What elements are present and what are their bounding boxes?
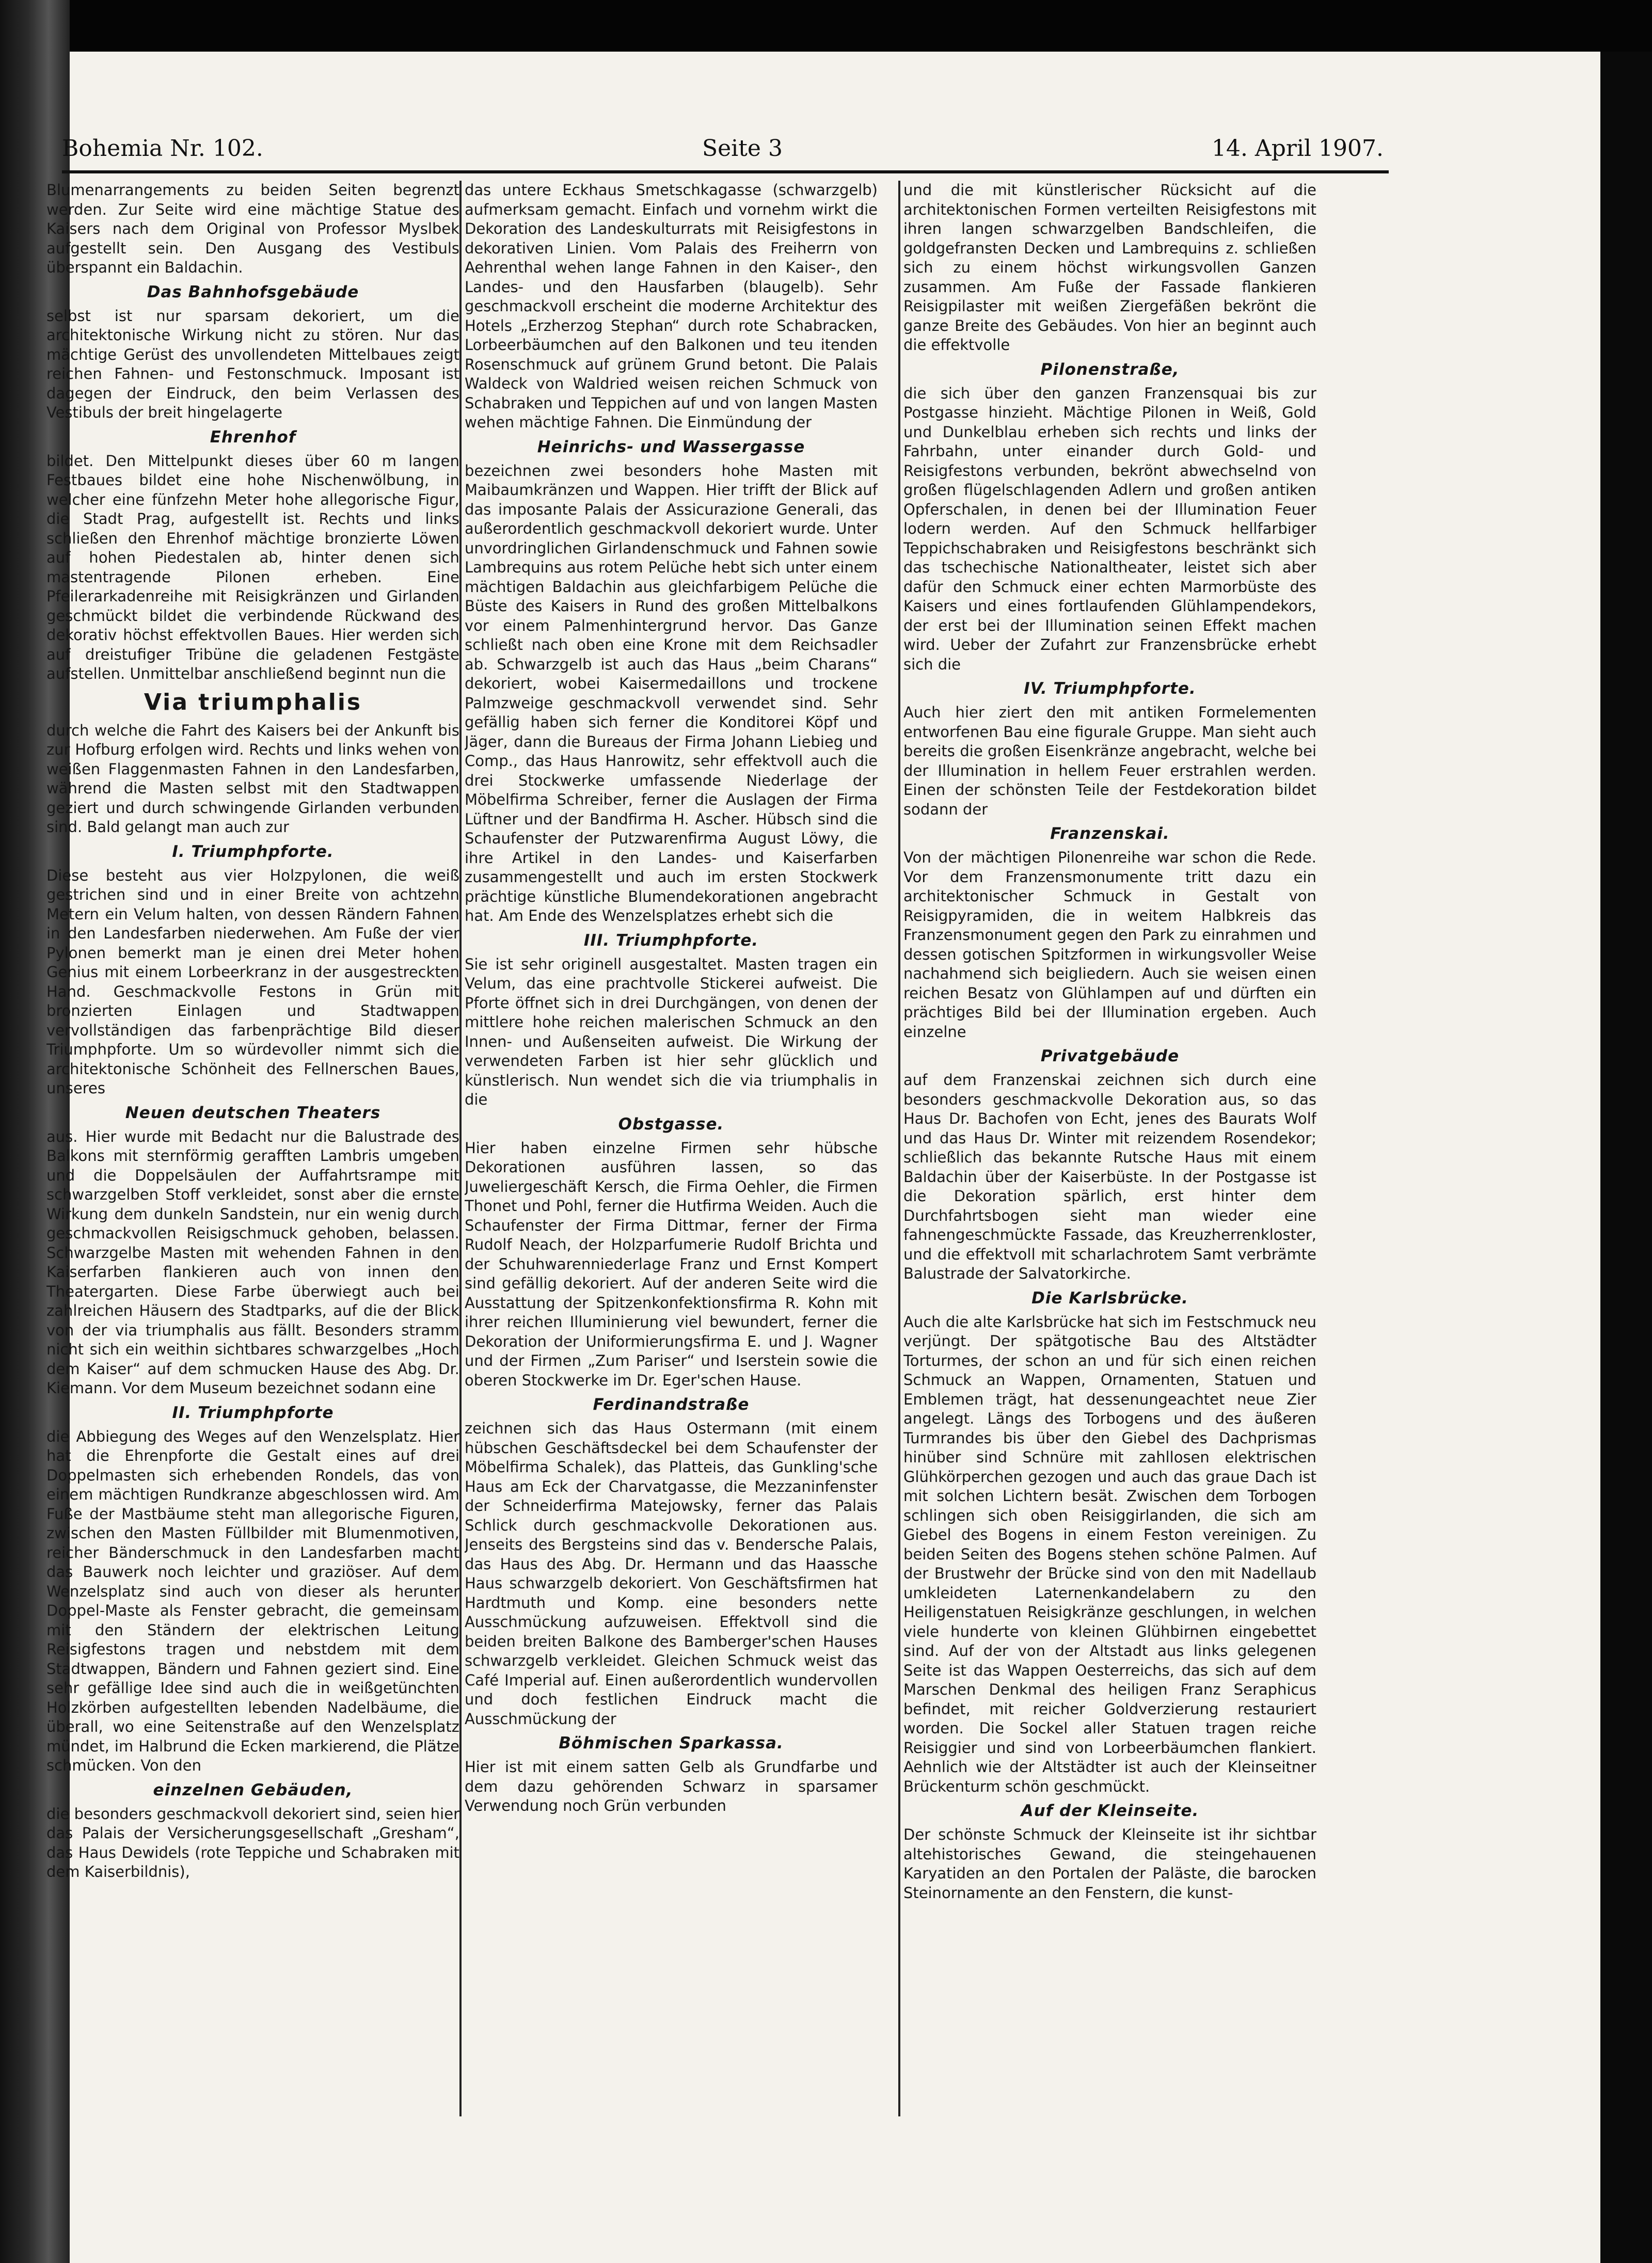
article-paragraph: bezeichnen zwei besonders hohe Masten mit Maibaumkränzen und Wappen. Hier trifft der Blick auf das imposante Palais der Assicurazione Generali, das außerordentlich geschmackvoll dekoriert wurde. Unter unvordringlichen Girlandenschmuck und Fahnen sowie Lambrequins aus rotem Pelüche hebt sich unter einem mächtigen Baldachin aus gleichfarbigem Pelüche die Büste des Kaisers in Rund des großen Mittelbalkons vor einem Palmenhintergrund hervor. Das Ganze schließt nach oben eine Krone mit dem Reichsadler ab. Schwarzgelb ist auch das Haus „beim Charans“ dekoriert, wobei Kaisermedaillons und trockene Palmzweige geschmackvoll verwendet sind. Sehr gefällig haben sich ferner die Konditorei Köpf und Jäger, dann die Bureaus der Firma Johann Liebieg und Comp., das Haus Hanrowitz, sehr effektvoll auch die drei Stockwerke umfassende Niederlage der Möbelfirma Schreiber, ferner die Auslagen der Firma Lüftner und der Bandfirma H. Ascher. Hübsch sind die Schaufenster der Putzwarenfirma August Löwy, die ihre Artikel in den Landes- und Kaiserfarben zusammengestellt und auch im ersten Stockwerk prächtige künstliche Blumendekorationen angebracht hat. Am Ende des Wenzelsplatzes erhebt sich die (465, 461, 878, 925)
article-paragraph: und die mit künstlerischer Rücksicht auf die architektonischen Formen verteilten Reisigfestons mit ihren langen schwarzgelben Bandschleifen, die goldgefransten Decken und Lambrequins z. schließen sich zu einem höchst wirkungsvollen Ganzen zusammen. Am Fuße der Fassade flankieren Reisigpilaster mit weißen Ziergefäßen bekrönt die ganze Breite des Gebäudes. Von hier an beginnt auch die effektvolle (903, 181, 1316, 354)
section-heading: IV. Triumphpforte. (1024, 679, 1196, 698)
article-paragraph: zeichnen sich das Haus Ostermann (mit einem hübschen Geschäftsdeckel bei dem Schaufenster der Möbelfirma Schalek), das Platteis, das Gunkling'sche Haus am Eck der Charvatgasse, die Mezzaninfenster der Schneiderfirma Matejowsky, ferner das Palais Schlick durch geschmackvolle Dekorationen aus. Jenseits des Bergsteins sind das v. Bendersche Palais, das Haus des Abg. Dr. Hermann und das Haassche Haus schwarzgelb dekoriert. Von Geschäftsfirmen hat Hardtmuth und Komp. eine besonders nette Ausschmückung aufzuweisen. Effektvoll sind die beiden breiten Balkone des Bamberger'schen Hauses schwarzgelb verkleidet. Gleichen Schmuck weist das Café Imperial auf. Einen außerordentlich wundervollen und doch festlichen Eindruck macht die Ausschmückung der (465, 1420, 878, 1728)
article-paragraph: auf dem Franzenskai zeichnen sich durch eine besonders geschmackvolle Dekoration aus, so das Haus Dr. Bachofen von Echt, jenes des Baurats Wolf und das Haus Dr. Winter mit reizendem Rosendekor; schließlich das bekannte Rutsche Haus mit einem Baldachin über der Kaiserbüste. In der Postgasse ist die Dekoration spärlich, erst hinter dem Durchfahrtsbogen sieht man wieder eine fahnengeschmückte Fassade, das Kreuzherrenkloster, und die effektvoll mit scharlachrotem Samt verbrämte Balustrade der Salvatorkirche. (903, 1071, 1316, 1282)
section-heading: Franzenskai. (1050, 824, 1170, 843)
section-heading: I. Triumphpforte. (172, 842, 334, 861)
article-paragraph: Auch die alte Karlsbrücke hat sich im Festschmuck neu verjüngt. Der spätgotische Bau des Altstädter Torturmes, der schon an und für sich einen reichen Schmuck an Wappen, Ornamenten, Statuen und Emblemen trägt, hat dessenungeachtet neue Zier angelegt. Längs des Torbogens und des äußeren Turmrandes bis über den Giebel des Dachprismas hinüber sind Schnüre mit zahllosen elektrischen Glühkörperchen gezogen und auch das graue Dach ist mit solchen Lichtern besät. Zwischen dem Torbogen schlingen sich oben Reisiggirlanden, die sich am Giebel des Bogens in einem Feston vereinigen. Zu beiden Seiten des Bogens stehen schöne Palmen. Auf der Brustwehr der Brücke sind von den mit Nadellaub umkleideten Laternenkandelabern zu den Heiligenstatuen Reisigkränze geschlungen, in welchen viele hunderte von kleinen Glühbirnen eingebettet sind. Auf der von der Altstadt aus links gelegenen Seite ist das Wappen Oesterreichs, das sich auf dem Marschen Denkmal des heiligen Franz Seraphicus befindet, mit reicher Goldverzierung restauriert worden. Die Sockel aller Statuen tragen reiche Reisiggier und sind von Lorbeerbäumchen flankiert. Aehnlich wie der Altstädter ist auch der Kleinseitner Brückenturm schön geschmückt. (903, 1313, 1316, 1795)
article-paragraph: das untere Eckhaus Smetschkagasse (schwarzgelb) aufmerksam gemacht. Einfach und vornehm wirkt die Dekoration des Landeskulturrats mit Reisigfestons in dekorativen Linien. Vom Palais des Freiherrn von Aehrenthal wehen lange Fahnen in den Kaiser-, den Landes- und den Hausfarben (blaugelb). Sehr geschmackvoll erscheint die moderne Architektur des Hotels „Erzherzog Stephan“ durch rote Schabracken, Lorbeerbäumchen auf den Balkonen und teu itenden Rosenschmuck auf grünem Grund betont. Die Palais Waldeck von Waldried weisen reichen Schmuck von Schabraken und Teppichen auf und von langen Masten wehen mächtige Fahnen. Die Einmündung der (465, 181, 878, 431)
article-paragraph: die Abbiegung des Weges auf den Wenzelsplatz. Hier hat die Ehrenpforte die Gestalt eines auf drei Doppelmasten sich erhebenden Rondels, das von einem mächtigen Rundkranze abgeschlossen wird. Am Fuße der Mastbäume steht man allegorische Figuren, zwischen den Masten Füllbilder mit Blumenmotiven, reicher Bänderschmuck in den Landesfarben macht das Bauwerk noch leichter und graziöser. Auf dem Wenzelsplatz sind auch von dieser als herunter Doppel-Maste als Fenster gebracht, die gemeinsam mit den Ständern der elektrischen Leitung Reisigfestons tragen und nebstdem mit dem Stadtwappen, Bändern und Fahnen geziert sind. Eine sehr gefällige Idee sind auch die in weißgetünchten Holzkörben aufgestellten lebenden Nadelbäume, die überall, wo eine Seitenstraße auf den Wenzelsplatz mündet, im Halbrund die Ecken markierend, die Plätze schmücken. Von den (46, 1427, 459, 1774)
article-paragraph: Hier haben einzelne Firmen sehr hübsche Dekorationen ausführen lassen, so das Juweliergeschäft Kersch, die Firma Oehler, die Firmen Thonet und Pohl, ferner die Hutfirma Weiden. Auch die Schaufenster der Firma Dittmar, ferner der Firma Rudolf Neach, der Holzparfumerie Rudolf Brichta und der Schuhwarenniederlage Franz und Ernst Kompert sind gefällig dekoriert. Auf der anderen Seite wird die Ausstattung der Spitzenkonfektionsfirma R. Kohn mit ihrer reichen Illuminierung viel bewundert, ferner die Dekoration der Uniformierungsfirma E. und J. Wagner und der Firmen „Zum Pariser“ und Iserstein sowie die oberen Stockwerke im Dr. Eger'schen Hause. (465, 1139, 878, 1389)
column-divider-2 (898, 181, 900, 2116)
main-section-heading: Via triumphalis (144, 689, 362, 715)
article-paragraph: Diese besteht aus vier Holzpylonen, die weiß gestrichen sind und in einer Breite von achtzehn Metern ein Velum halten, von dessen Rändern Fahnen in den Landesfarben niederwehen. Am Fuße der vier Pylonen bemerkt man je einen drei Meter hohen Genius mit einem Lorbeerkranz in der ausgestreckten Hand. Geschmackvolle Festons in Grün mit bronzierten Einlagen und Stadtwappen vervollständigen das farbenprächtige Bild dieser Triumphpforte. Um so würdevoller nimmt sich die architektonische Schönheit des Fellnerschen Baues, unseres (46, 866, 459, 1097)
text-column-3 (903, 181, 1316, 2116)
section-heading: II. Triumphpforte (172, 1403, 334, 1422)
article-paragraph: Der schönste Schmuck der Kleinseite ist ihr sichtbar altehistorisches Gewand, die steingehauenen Karyatiden an den Portalen der Paläste, die barocken Steinornamente an den Fenstern, die kunst- (903, 1826, 1316, 1902)
article-paragraph: durch welche die Fahrt des Kaisers bei der Ankunft bis zur Hofburg erfolgen wird. Rechts und links wehen von weißen Flaggenmasten Fahnen in den Landesfarben, während die Masten selbst mit den Stadtwappen geziert und durch schwingende Girlanden verbunden sind. Bald gelangt man auch zur (46, 721, 459, 836)
section-heading: Ehrenhof (210, 427, 296, 447)
section-heading: Die Karlsbrücke. (1031, 1288, 1188, 1308)
article-paragraph: bildet. Den Mittelpunkt dieses über 60 m langen Festbaues bildet eine hohe Nischenwölbung, in welcher eine fünfzehn Meter hohe allegorische Figur, die Stadt Prag, aufgestellt ist. Rechts und links schließen den Ehrenhof mächtige bronzierte Löwen auf hohen Piedestalen ab, hinter denen sich mastentragende Pilonen erheben. Eine Pfeilerarkadenreihe mit Reisigkränzen und Girlanden geschmückt bildet die verbindende Rückwand des dekorativ höchst effektvollen Baues. Hier werden sich auf dreistufiger Tribüne die geladenen Festgäste aufstellen. Unmittelbar anschließend beginnt nun die (46, 452, 459, 682)
section-heading: Pilonenstraße, (1040, 360, 1180, 379)
section-heading: Ferdinandstraße (593, 1395, 750, 1414)
scan-top-border (0, 0, 1652, 52)
article-paragraph: selbst ist nur sparsam dekoriert, um die architektonische Wirkung nicht zu stören. Nur das mächtige Gerüst des unvollendeten Mittelbaues zeigt reichen Fahnen- und Festonschmuck. Imposant ist dagegen der Eindruck, den beim Verlassen des Vestibuls der breit hingelagerte (46, 307, 459, 421)
section-heading: Neuen deutschen Theaters (125, 1103, 381, 1122)
section-heading: Böhmischen Sparkassa. (559, 1734, 784, 1752)
article-paragraph: Sie ist sehr originell ausgestaltet. Masten tragen ein Velum, das eine prachtvolle Stickerei aufweist. Die Pforte öffnet sich in drei Durchgängen, von denen der mittlere hohe reichen malerischen Schmuck an den Innen- und Außenseiten aufweist. Die Wirkung der verwendeten Farben ist hier sehr glücklich und künstlerisch. Nun wendet sich die via triumphalis in die (465, 955, 878, 1108)
header-publication: Bohemia Nr. 102. (62, 135, 263, 162)
article-paragraph: Blumenarrangements zu beiden Seiten begrenzt werden. Zur Seite wird eine mächtige Statue des Kaisers nach dem Original von Professor Myslbek aufgestellt sein. Den Ausgang des Vestibuls überspannt ein Baldachin. (46, 181, 459, 276)
page-header (62, 135, 1384, 166)
article-paragraph: die besonders geschmackvoll dekoriert sind, seien hier das Palais der Versicherungsgesellschaft „Gresham“, das Haus Dewidels (rote Teppiche und Schabraken mit dem Kaiserbildnis), (46, 1805, 459, 1880)
header-date: 14. April 1907. (1211, 135, 1384, 162)
column-divider-1 (459, 181, 462, 2116)
header-rule (62, 170, 1389, 173)
section-heading: Auf der Kleinseite. (1021, 1802, 1199, 1820)
text-column-1 (46, 181, 459, 2116)
section-heading: Heinrichs- und Wassergasse (537, 437, 805, 456)
article-paragraph: Auch hier ziert den mit antiken Formelementen entworfenen Bau eine figurale Gruppe. Man sieht auch bereits die großen Eisenkränze angebracht, welche bei der Illumination in hellem Feuer erstrahlen werden. Einen der schönsten Teile der Festdekoration bildet sodann der (903, 704, 1316, 818)
article-paragraph: Von der mächtigen Pilonenreihe war schon die Rede. Vor dem Franzensmonumente tritt dazu ein architektonischer Schmuck in Gestalt von Reisigpyramiden, die in weitem Halbkreis das Franzensmonument gegen den Park zu einrahmen und dessen gotischen Spitzformen in wirkungsvoller Weise nachahmend sich beigliedern. Auch sie weisen einen reichen Besatz von Glühlampen auf und dürften ein prächtiges Bild bei der Illumination ergeben. Auch einzelne (903, 849, 1316, 1041)
section-heading: III. Triumphpforte. (583, 931, 759, 950)
text-column-2 (465, 181, 878, 2116)
article-paragraph: aus. Hier wurde mit Bedacht nur die Balustrade des Balkons mit sternförmig gerafften Lambris umgeben und die Doppelsäulen der Auffahrtsrampe mit schwarzgelben Stoff verkleidet, sonst aber die ernste Wirkung dem dunkeln Sandstein, nur ein wenig durch geschmackvollen Reisigschmuck gehoben, belassen. Schwarzgelbe Masten mit wehenden Fahnen in den Kaiserfarben flankieren auch von innen den Theatergarten. Diese Farbe überwiegt auch bei zahlreichen Häusern des Stadtparks, auf die der Blick von der via triumphalis aus fällt. Besonders stramm nicht sich ein weithin sichtbares schwarzgelbes „Hoch dem Kaiser“ auf dem schmucken Hause des Abg. Dr. Kiemann. Vor dem Museum bezeichnet sodann eine (46, 1127, 459, 1397)
section-heading: Obstgasse. (618, 1114, 724, 1134)
section-heading: Privatgebäude (1040, 1047, 1180, 1065)
section-heading: einzelnen Gebäuden, (153, 1780, 353, 1799)
section-heading: Das Bahnhofsgebäude (147, 282, 359, 301)
article-paragraph: die sich über den ganzen Franzensquai bis zur Postgasse hinzieht. Mächtige Pilonen in Weiß, Gold und Dunkelblau erheben sich rechts und links der Fahrbahn, unter einander durch Gold- und Reisigfestons verbunden, bekrönt abwechselnd von großen flügelschlagenden Adlern und großen antiken Opferschalen, in denen bei der Illumination Feuer lodern werden. Auf den Schmuck hellfarbiger Teppichschabraken und Reisigfestons beschränkt sich das tschechische Nationaltheater, leistet sich aber dafür den Schmuck einer echten Marmorbüste des Kaisers und eines fortlaufenden Glühlampendekors, der erst bei der Illumination seinen Effekt machen wird. Ueber der Zufahrt zur Franzensbrücke erhebt sich die (903, 384, 1316, 673)
article-paragraph: Hier ist mit einem satten Gelb als Grundfarbe und dem dazu gehörenden Schwarz in sparsamer Verwendung noch Grün verbunden (465, 1758, 878, 1814)
header-page-number: Seite 3 (702, 135, 783, 162)
